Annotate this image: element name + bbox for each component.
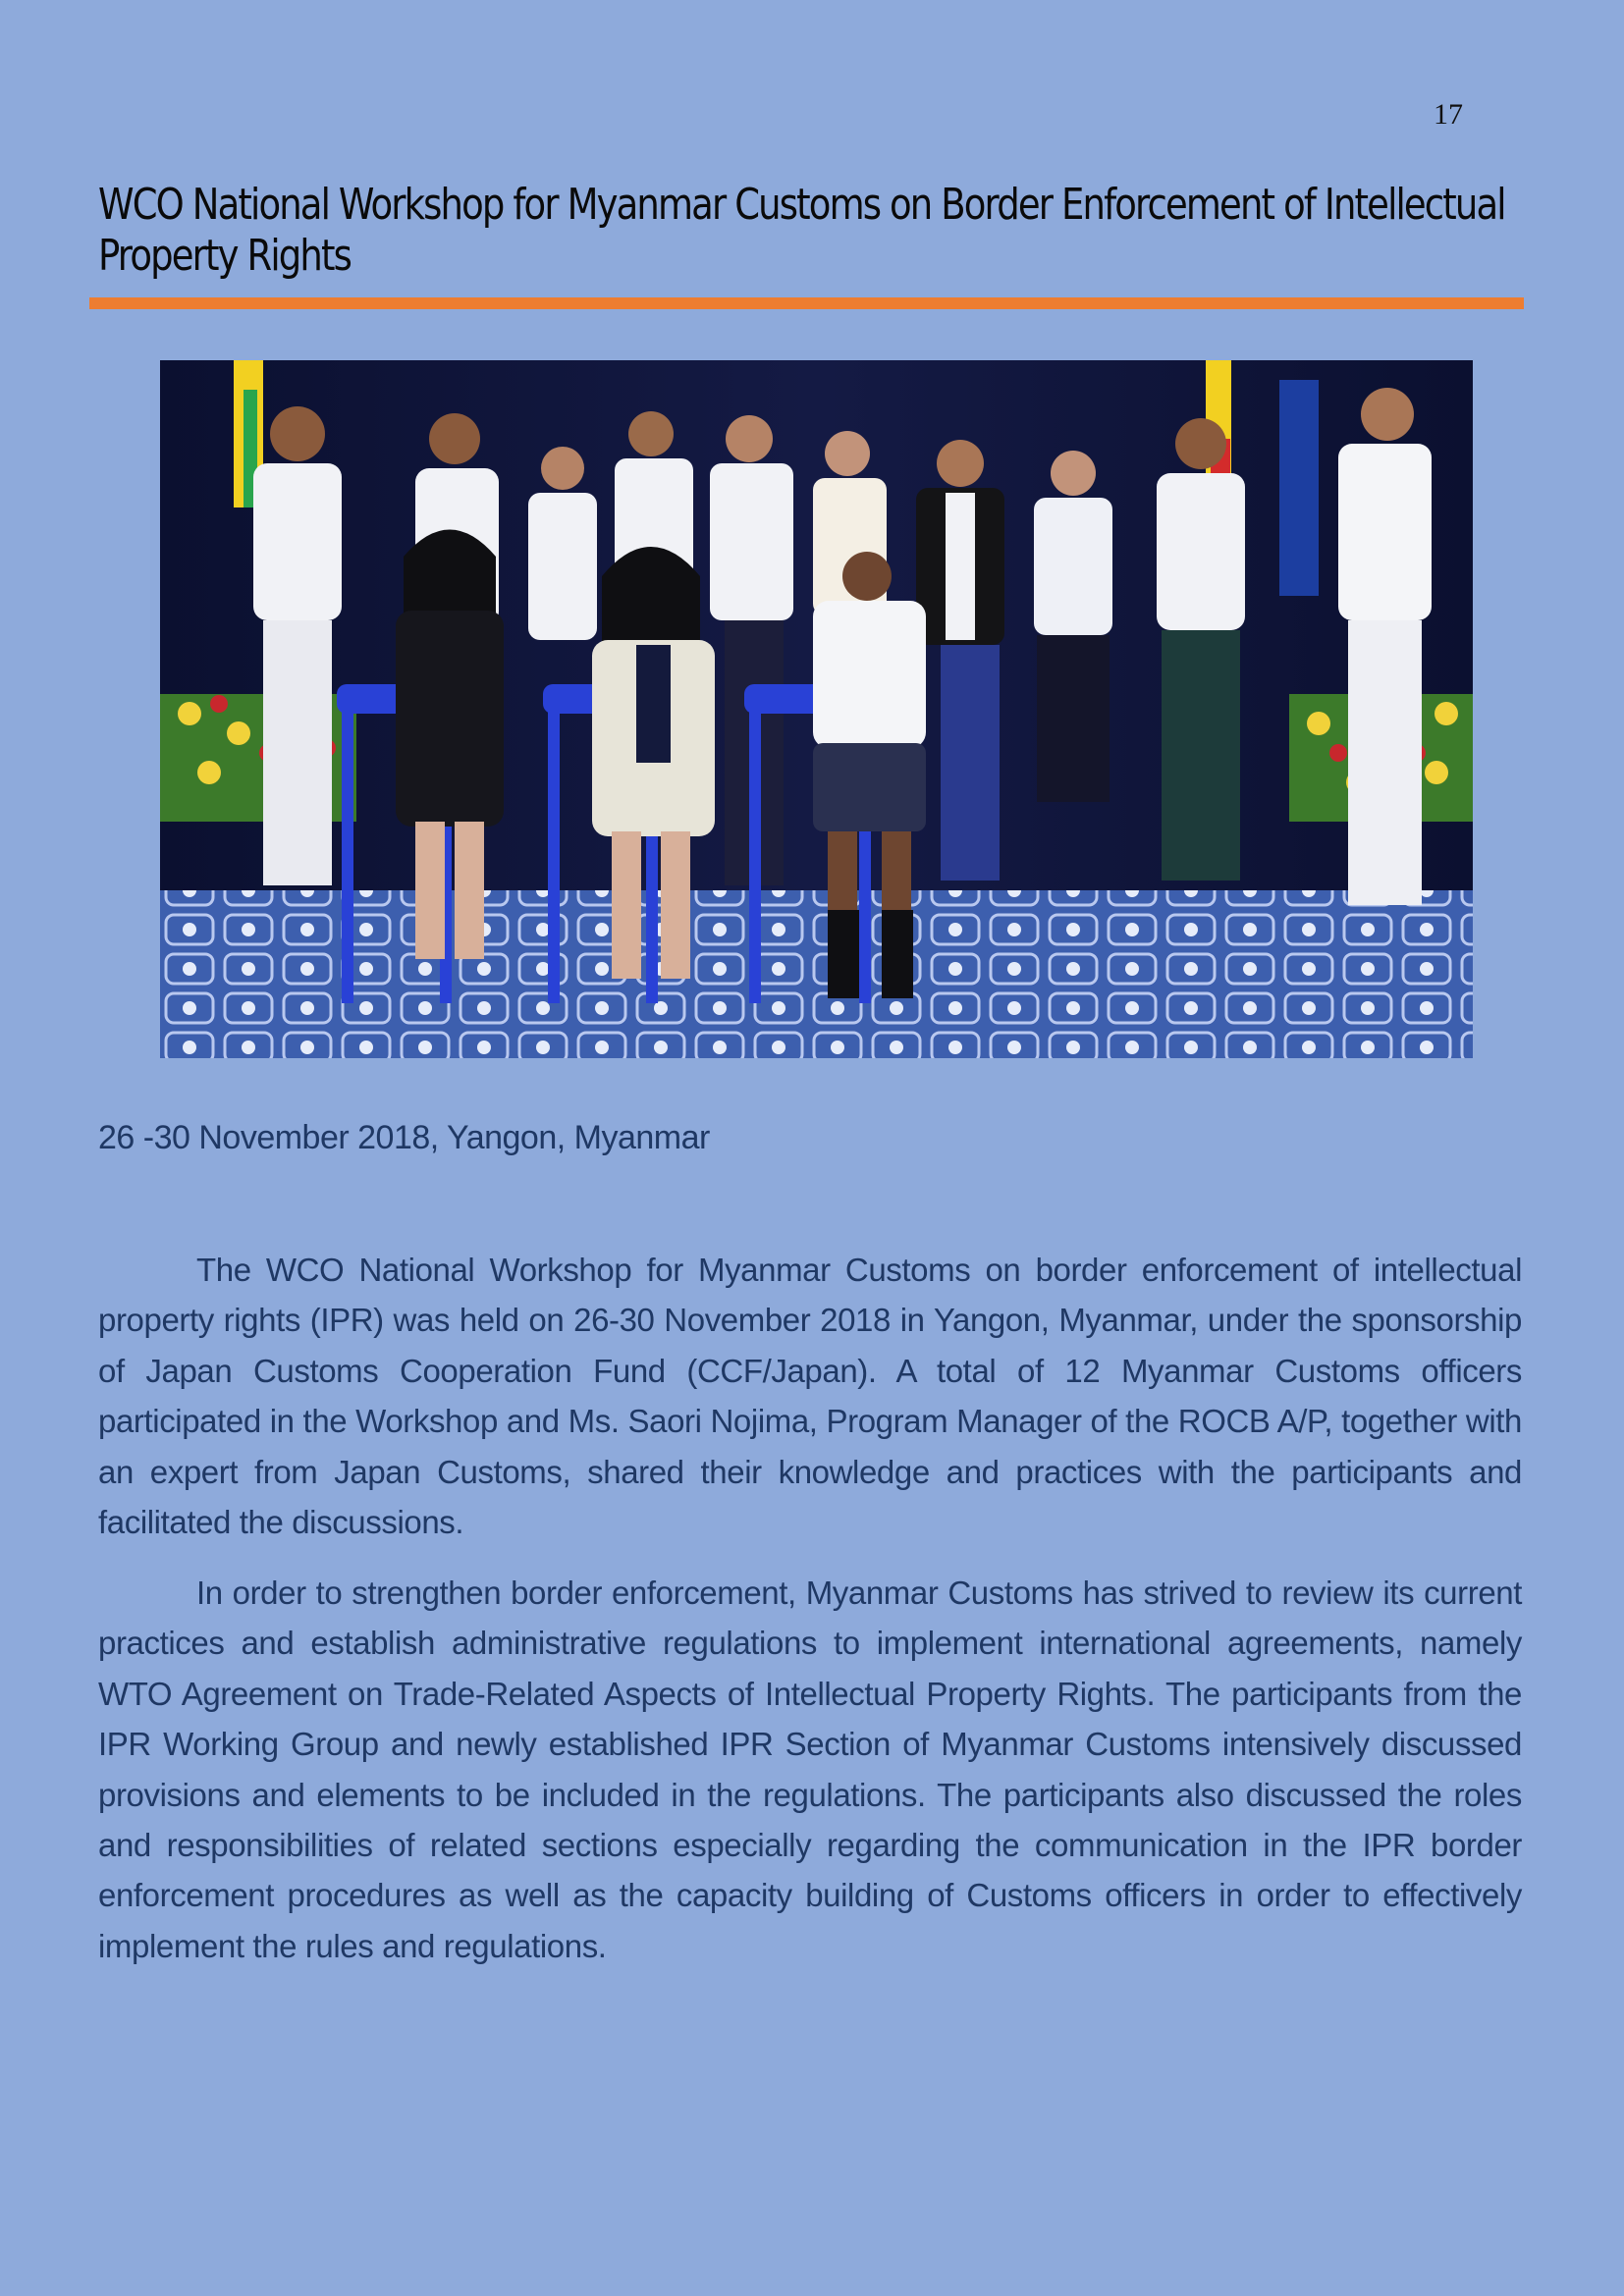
group-photo [160,360,1473,1058]
body-paragraph-1-text: The WCO National Workshop for Myanmar Customs on border enforcement of intellectual property rights (IPR) was held on 26-30 November 2018 in Yangon, Myanmar, under the sponsorship of Japan Customs Cooperation Fund (CCF/Japan). A total of 12 Myanmar Customs officers participated in the Workshop and Ms. Saori Nojima, Program Manager of the ROCB A/P, together with an expert from Japan Customs, shared their knowledge and practices with the participants and facilitated the discussions. [98,1252,1522,1541]
body-paragraph-2 [98,1568,1522,1971]
page-number: 17 [1434,98,1463,131]
body-paragraph-2-text: In order to strengthen border enforcement, Myanmar Customs has strived to review its current practices and establish administrative regulations to implement international agreements, namely WTO Agreement on Trade-Related Aspects of Intellectual Property Rights. The participants from the IPR Working Group and newly established IPR Section of Myanmar Customs intensively discussed provisions and elements to be included in the regulations. The participants also discussed the roles and responsibilities of related sections especially regarding the communication in the IPR border enforcement procedures as well as the capacity building of Customs officers in order to effectively implement the rules and regulations. [98,1575,1522,1964]
article-title: WCO National Workshop for Myanmar Customs on Border Enforcement of Intellectual Property Rights [98,180,1505,281]
group-photo-illustration [160,360,1473,1058]
dateline: 26 -30 November 2018, Yangon, Myanmar [98,1119,710,1156]
body-paragraph-1 [98,1245,1522,1547]
title-divider [89,297,1524,309]
